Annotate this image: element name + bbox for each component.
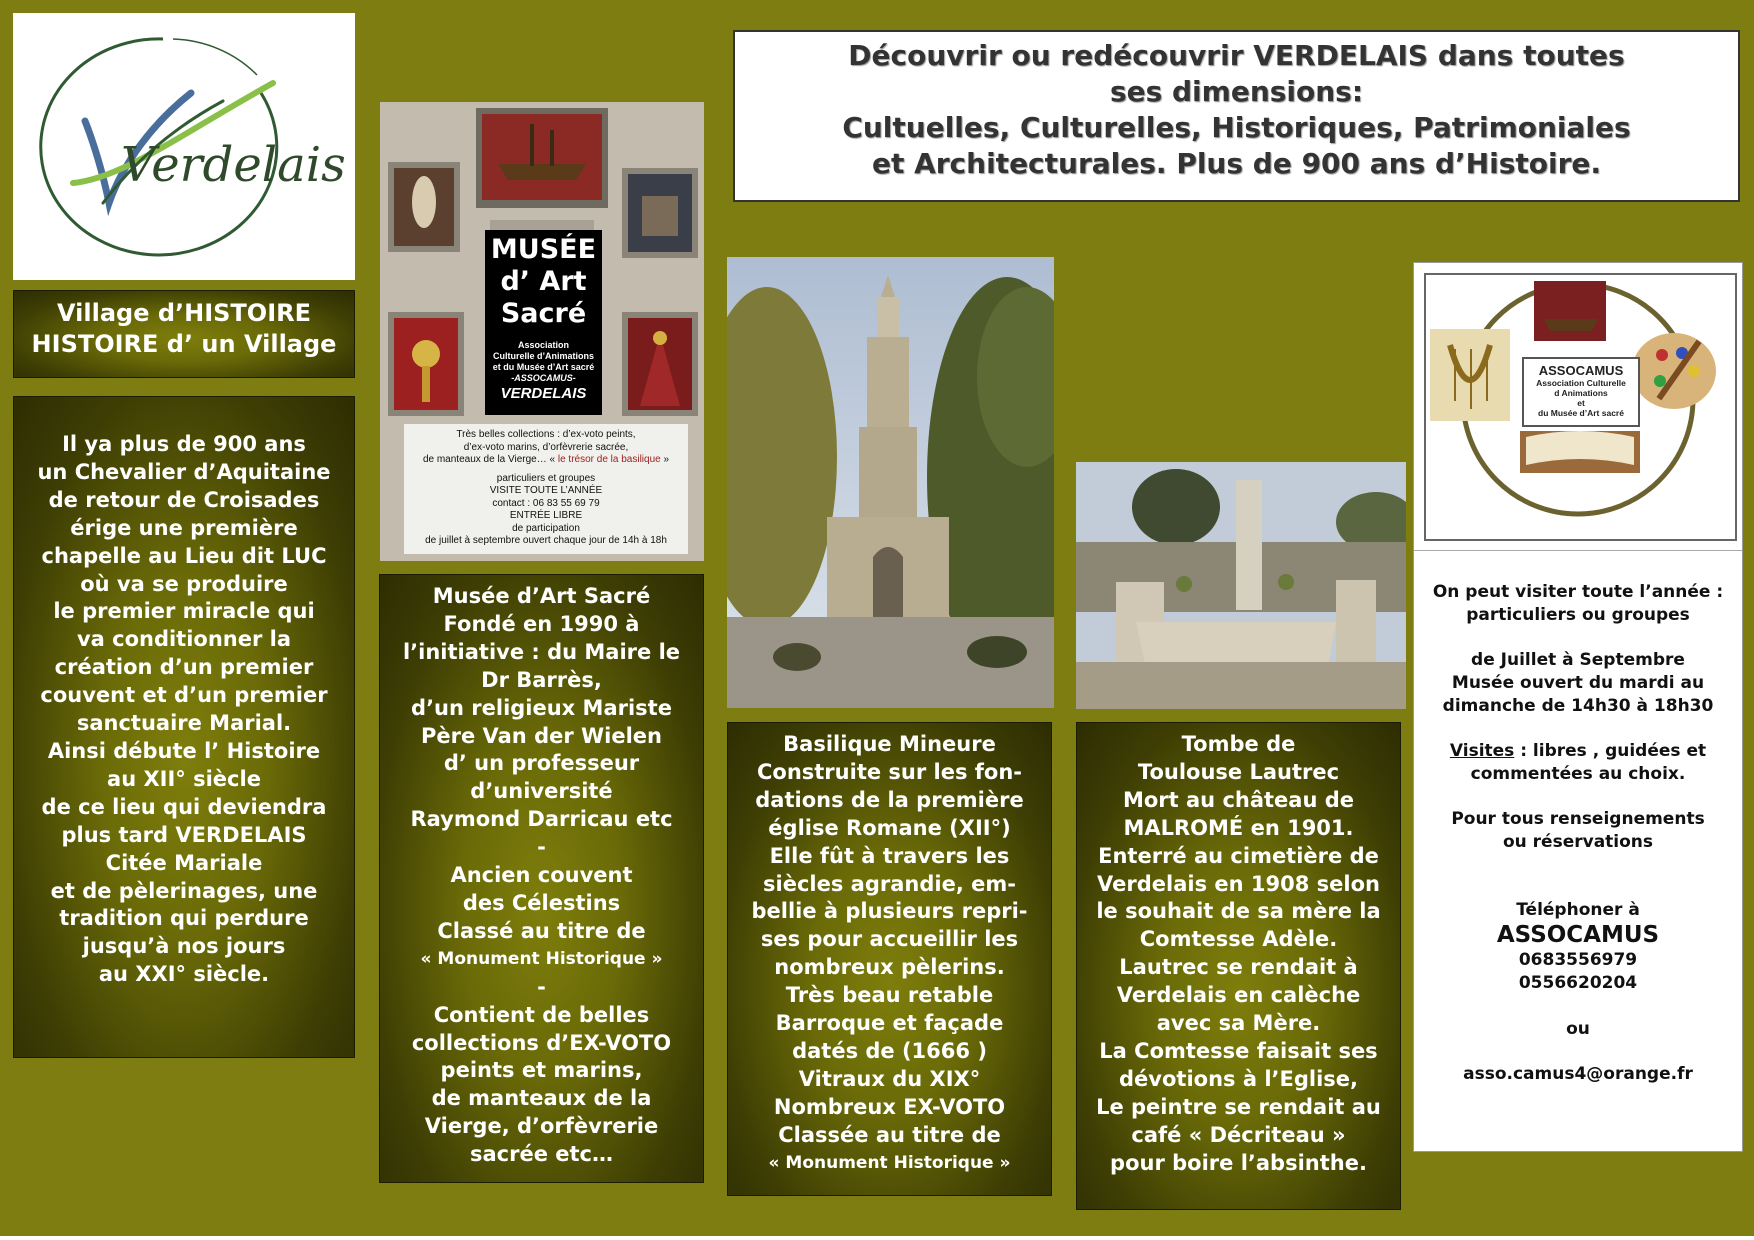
sign-assoc-3: et du Musée d’Art sacré — [492, 362, 595, 372]
story-line: jusqu’à nos jours — [82, 934, 286, 959]
story-line: sanctuaire Marial. — [76, 711, 292, 736]
musee-line: Raymond Darricau etc — [410, 807, 673, 832]
poster-text-9: de juillet à septembre ouvert chaque jour de 14h à 18h — [425, 535, 667, 546]
poster-info-text — [404, 424, 688, 554]
logo-text: Verdelais — [121, 137, 346, 193]
story-line: où va se produire — [80, 571, 288, 596]
history-story-box — [13, 396, 355, 1058]
musee-line: l’initiative : du Maire le — [402, 639, 681, 664]
phone-1[interactable]: 0683556979 — [1518, 950, 1638, 971]
basilique-line: dations de la première — [755, 787, 1024, 812]
basilique-line: nombreux pèlerins. — [774, 955, 1005, 980]
tombe-line: Mort au château de — [1122, 787, 1355, 812]
story-line: le premier miracle qui — [53, 599, 315, 624]
story-line: création d’un premier — [54, 655, 314, 680]
story-line: un Chevalier d’Aquitaine — [37, 459, 331, 484]
story-line: plus tard VERDELAIS — [61, 822, 307, 847]
visites-line-2: commentées au choix. — [1470, 763, 1686, 784]
story-line: et de pèlerinages, une — [50, 878, 318, 903]
tombe-line: Le peintre se rendait au — [1096, 1094, 1381, 1119]
basilique-line: ses pour accueillir les — [760, 927, 1019, 952]
story-line: de retour de Croisades — [48, 487, 320, 512]
associamus-label — [1522, 357, 1640, 427]
musee-line: - — [537, 835, 546, 860]
musee-line: Musée d’Art Sacré — [432, 584, 651, 608]
basilique-photo — [727, 257, 1054, 708]
story-line: couvent et d’un premier — [40, 683, 328, 708]
musee-line: Père Van der Wielen — [420, 723, 663, 748]
story-line: au XII° siècle — [107, 766, 261, 791]
musee-line: d’un religieux Mariste — [411, 695, 672, 720]
story-line: érige une première — [70, 515, 298, 540]
basilique-line: « Monument Historique » — [768, 1152, 1011, 1173]
header-line-4: et Architecturales. Plus de 900 ans d’Histoire. — [871, 147, 1602, 180]
tombe-line: dévotions à l’Eglise, — [1119, 1066, 1358, 1091]
info-panel — [1413, 262, 1743, 1152]
story-line: Citée Mariale — [105, 850, 263, 875]
tombe-line: avec sa Mère. — [1156, 1011, 1321, 1036]
sign-assoc-4: -ASSOCAMUS- — [511, 373, 576, 383]
musee-line: des Célestins — [462, 890, 621, 915]
rens-line-1: Pour tous renseignements — [1451, 808, 1705, 829]
verdelais-logo — [13, 13, 355, 280]
musee-line: Ancien couvent — [450, 863, 633, 888]
musee-line: Dr Barrès, — [481, 667, 602, 692]
basilique-line: siècles agrandie, em- — [763, 871, 1016, 896]
poster-text-3 — [404, 454, 688, 467]
assoc-logo-title: ASSOCAMUS — [1538, 363, 1624, 378]
season-line-3: dimanche de 14h30 à 18h30 — [1442, 695, 1714, 716]
basilique-line: Nombreux EX-VOTO — [773, 1094, 1006, 1119]
rens-line-2: ou réservations — [1502, 831, 1654, 852]
season-line-1: de Juillet à Septembre — [1471, 650, 1685, 671]
musee-line: « Monument Historique » — [420, 948, 663, 969]
musee-line: peints et marins, — [440, 1058, 643, 1083]
poster-text-3c: » — [660, 454, 670, 465]
basilique-line: Vitraux du XIX° — [798, 1066, 981, 1091]
musee-line: d’ un professeur — [443, 751, 640, 776]
panel-divider — [1414, 550, 1742, 551]
or-text: ou — [1566, 1018, 1590, 1039]
story-line: chapelle au Lieu dit LUC — [41, 543, 327, 568]
basilique-line: Très beau retable — [785, 983, 994, 1008]
sign-town: VERDELAIS — [500, 385, 587, 402]
musee-line: - — [537, 974, 546, 999]
basilique-description-box — [727, 722, 1052, 1196]
poster-text-3b: le trésor de la basilique — [557, 454, 661, 465]
story-line: Ainsi débute l’ Histoire — [47, 738, 321, 763]
musee-line: Classé au titre de — [437, 918, 646, 943]
basilique-line: Barroque et façade — [775, 1011, 1004, 1036]
assoc-logo-sub-1: Association Culturelle — [1536, 378, 1626, 388]
header-line-1: Découvrir ou redécouvrir VERDELAIS dans toutes — [848, 39, 1625, 72]
musee-line: Fondé en 1990 à — [443, 611, 640, 636]
poster-text-3a: de manteaux de la Vierge… « — [422, 454, 558, 465]
visit-line-2: particuliers ou groupes — [1466, 604, 1690, 625]
tombe-description-box — [1076, 722, 1401, 1210]
village-title-box — [13, 290, 355, 378]
sign-line-3: Sacré — [500, 298, 587, 329]
poster-text-5: VISITE TOUTE L’ANNÉE — [489, 485, 603, 496]
season-line-2: Musée ouvert du mardi au — [1451, 672, 1705, 693]
tombe-line: Enterré au cimetière de — [1098, 843, 1379, 868]
tombe-line: La Comtesse faisait ses — [1099, 1038, 1378, 1063]
tombe-line: Comtesse Adèle. — [1139, 927, 1338, 952]
tombe-line: MALROMÉ en 1901. — [1123, 815, 1354, 840]
header-line-3: Cultuelles, Culturelles, Historiques, Patrimoniales — [842, 111, 1631, 144]
tombe-line: Lautrec se rendait à — [1119, 955, 1358, 980]
tombe-line: café « Décriteau » — [1131, 1122, 1346, 1147]
story-line: va conditionner la — [76, 627, 292, 652]
basilique-line: Basilique Mineure — [783, 732, 996, 756]
sign-line-1: MUSÉE — [490, 234, 597, 265]
story-line: au XXI° siècle. — [98, 962, 270, 987]
poster-text-1: Très belles collections : d’ex-voto peints, — [456, 429, 636, 440]
info-text — [1414, 581, 1742, 1086]
tombe-line: le souhait de sa mère la — [1096, 899, 1381, 924]
logo-graphic — [13, 13, 355, 280]
basilique-line: Classée au titre de — [778, 1122, 1001, 1147]
tel-label: Téléphoner à — [1516, 899, 1640, 920]
sign-assoc-1: Association — [517, 340, 569, 350]
story-line: Il ya plus de 900 ans — [62, 432, 306, 456]
assoc-name: ASSOCAMUS — [1496, 922, 1660, 949]
visites-rest: : libres , guidées et — [1514, 740, 1707, 761]
story-line: tradition qui perdure — [59, 906, 309, 931]
tombe-line: pour boire l’absinthe. — [1110, 1150, 1367, 1175]
phone-2[interactable]: 0556620204 — [1518, 973, 1638, 994]
header-line-2: ses dimensions: — [1109, 75, 1364, 108]
village-title-line-2: HISTOIRE d’ un Village — [31, 330, 337, 358]
visites-label: Visites — [1449, 740, 1515, 761]
tombe-line: Verdelais en 1908 selon — [1097, 871, 1380, 896]
basilique-line: Elle fût à travers les — [769, 843, 1010, 868]
musee-line: d’université — [470, 779, 613, 804]
visites-line-1 — [1414, 740, 1742, 763]
tombe-line: Toulouse Lautrec — [1137, 759, 1340, 784]
assoc-logo-sub-4: du Musée d’Art sacré — [1538, 408, 1624, 418]
tombe-line: Verdelais en calèche — [1116, 983, 1361, 1008]
bottom-border — [0, 1236, 1754, 1240]
associamus-logo — [1424, 273, 1737, 541]
email-link[interactable]: asso.camus4@orange.fr — [1463, 1063, 1693, 1084]
tombe-photo — [1076, 462, 1406, 709]
village-title-line-1: Village d’HISTOIRE — [56, 299, 311, 327]
assoc-logo-sub-3: et — [1577, 398, 1585, 408]
musee-line: Vierge, d’orfèvrerie — [424, 1114, 659, 1139]
basilique-illustration — [727, 257, 1054, 708]
musee-line: de manteaux de la — [431, 1086, 652, 1111]
basilique-line: Construite sur les fon- — [756, 759, 1023, 784]
poster-text-4: particuliers et groupes — [496, 472, 596, 484]
poster-text-2: d’ex-voto marins, d’orfèvrerie sacrée, — [463, 441, 629, 453]
musee-line: Contient de belles — [433, 1002, 650, 1027]
tombe-line: Tombe de — [1181, 732, 1296, 756]
header-banner — [733, 30, 1740, 202]
musee-description-box — [379, 574, 704, 1183]
museum-sign — [485, 230, 602, 415]
poster-text-8: de participation — [512, 522, 580, 534]
sign-line-2: d’ Art — [500, 266, 587, 297]
story-line: de ce lieu qui deviendra — [41, 794, 327, 819]
assoc-logo-sub-2: d Animations — [1554, 388, 1608, 398]
basilique-line: bellie à plusieurs repri- — [751, 899, 1028, 924]
basilique-line: datés de (1666 ) — [792, 1038, 987, 1063]
museum-poster — [380, 102, 704, 561]
poster-text-6: contact : 06 83 55 69 79 — [492, 497, 600, 509]
visit-line-1: On peut visiter toute l’année : — [1432, 582, 1724, 602]
poster-text-7: ENTRÉE LIBRE — [509, 510, 583, 521]
musee-line: collections d’EX-VOTO — [411, 1030, 672, 1055]
tombe-illustration — [1076, 462, 1406, 709]
sign-assoc-2: Culturelle d’Animations — [492, 351, 594, 361]
musee-line: sacrée etc… — [469, 1142, 613, 1167]
basilique-line: église Romane (XII°) — [768, 815, 1011, 840]
